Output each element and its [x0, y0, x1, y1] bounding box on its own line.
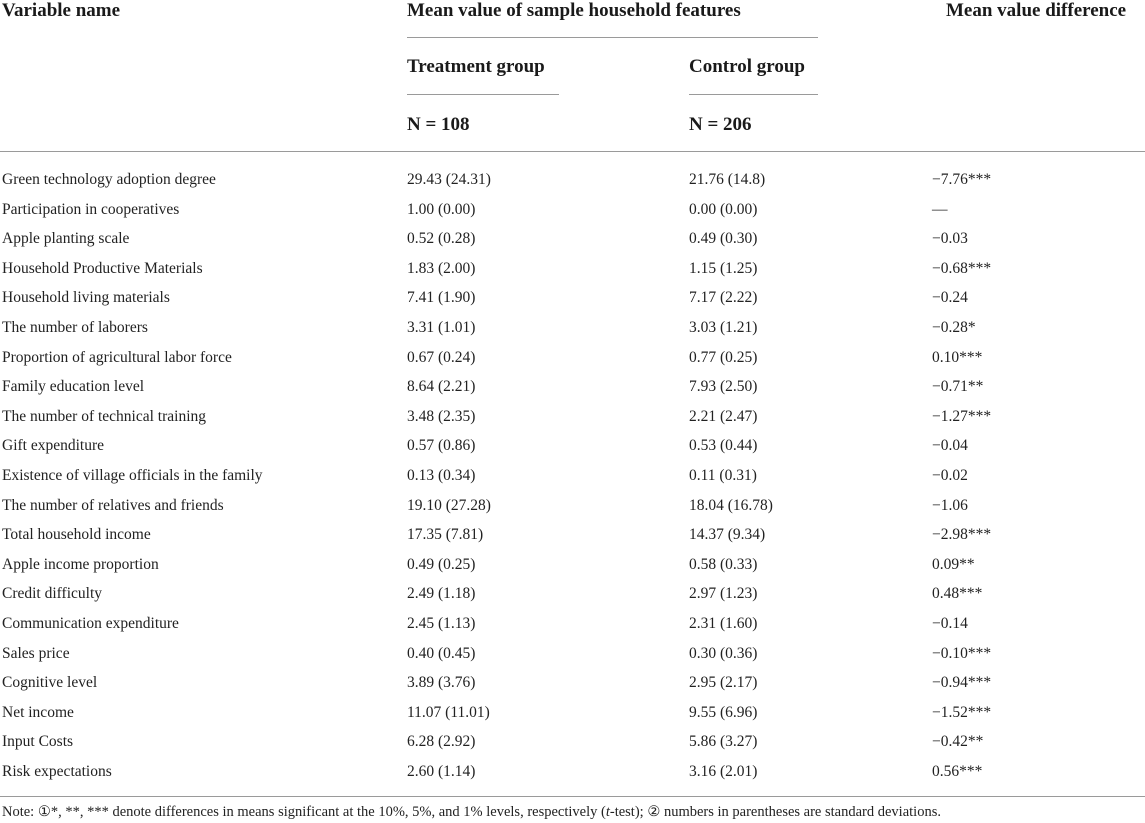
cell-difference: −0.14 [932, 614, 968, 632]
cell-treatment: 0.40 (0.45) [407, 644, 476, 662]
cell-difference: 0.56*** [932, 762, 983, 780]
table-row [0, 579, 1145, 609]
cell-variable: Apple planting scale [2, 230, 130, 248]
cell-control: 18.04 (16.78) [689, 496, 773, 514]
cell-treatment: 0.13 (0.34) [407, 466, 476, 484]
cell-difference: −0.94*** [932, 674, 992, 692]
header-mean-difference: Mean value difference [946, 0, 1127, 21]
cell-treatment: 7.41 (1.90) [407, 289, 476, 307]
cell-variable: Risk expectations [2, 762, 112, 780]
cell-control: 0.77 (0.25) [689, 348, 758, 366]
cell-control: 3.16 (2.01) [689, 762, 758, 780]
note-prefix: Note: ①*, **, *** denote differences in means significant at the 10%, 5%, and 1% levels, respectively ( [2, 804, 606, 820]
header-variable-name: Variable name [2, 0, 121, 21]
cell-control: 14.37 (9.34) [689, 526, 766, 544]
cell-treatment: 3.31 (1.01) [407, 318, 476, 336]
table-row [0, 520, 1145, 550]
cell-control: 2.97 (1.23) [689, 585, 758, 603]
cell-variable: Input Costs [2, 733, 74, 751]
header-mean-value-title: Mean value of sample household features [407, 0, 741, 21]
table-row [0, 372, 1145, 402]
cell-difference: −1.06 [932, 496, 968, 514]
cell-control: 0.30 (0.36) [689, 644, 758, 662]
table-row [0, 550, 1145, 580]
cell-treatment: 17.35 (7.81) [407, 526, 484, 544]
header-span-rule [407, 37, 818, 38]
cell-treatment: 3.48 (2.35) [407, 407, 476, 425]
cell-variable: Communication expenditure [2, 614, 179, 632]
cell-difference: −0.28* [932, 318, 976, 336]
cell-control: 0.00 (0.00) [689, 200, 758, 218]
table-row [0, 224, 1145, 254]
table-row [0, 639, 1145, 669]
table-row [0, 431, 1145, 461]
table-note [2, 803, 941, 821]
table-row [0, 757, 1145, 787]
cell-difference: −0.42** [932, 733, 984, 751]
cell-control: 5.86 (3.27) [689, 733, 758, 751]
cell-variable: Household living materials [2, 289, 170, 307]
cell-difference: −2.98*** [932, 526, 992, 544]
cell-treatment: 11.07 (11.01) [407, 703, 490, 721]
cell-variable: The number of laborers [2, 318, 148, 336]
cell-difference: 0.09** [932, 555, 975, 573]
cell-variable: Credit difficulty [2, 585, 103, 603]
cell-control: 7.93 (2.50) [689, 378, 758, 396]
cell-treatment: 1.00 (0.00) [407, 200, 476, 218]
cell-difference: −1.52*** [932, 703, 992, 721]
table-row [0, 165, 1145, 195]
cell-variable: Total household income [2, 526, 151, 544]
note-suffix: -test); ② numbers in parentheses are standard deviations. [609, 804, 941, 820]
table-row [0, 195, 1145, 225]
cell-treatment: 6.28 (2.92) [407, 733, 476, 751]
table-row [0, 727, 1145, 757]
cell-difference: −0.24 [932, 289, 968, 307]
table-row [0, 313, 1145, 343]
table-row [0, 343, 1145, 373]
cell-variable: Sales price [2, 644, 70, 662]
cell-treatment: 0.67 (0.24) [407, 348, 476, 366]
cell-control: 2.31 (1.60) [689, 614, 758, 632]
table-row [0, 283, 1145, 313]
cell-control: 9.55 (6.96) [689, 703, 758, 721]
cell-difference: 0.48*** [932, 585, 983, 603]
cell-control: 21.76 (14.8) [689, 171, 766, 188]
cell-control: 0.58 (0.33) [689, 555, 758, 573]
cell-treatment: 8.64 (2.21) [407, 378, 476, 396]
cell-variable: Gift expenditure [2, 437, 105, 455]
cell-difference: 0.10*** [932, 348, 983, 366]
cell-variable: Cognitive level [2, 674, 98, 692]
header-control-n: N = 206 [689, 114, 752, 135]
cell-variable: Household Productive Materials [2, 259, 203, 277]
table-row [0, 668, 1145, 698]
cell-variable: Family education level [2, 378, 145, 396]
cell-treatment: 0.49 (0.25) [407, 555, 476, 573]
cell-variable: Net income [2, 703, 74, 721]
table-row [0, 698, 1145, 728]
cell-difference: −0.10*** [932, 644, 992, 662]
cell-variable: Green technology adoption degree [2, 171, 216, 188]
cell-control: 0.53 (0.44) [689, 437, 758, 455]
cell-variable: Apple income proportion [2, 555, 159, 573]
cell-variable: Proportion of agricultural labor force [2, 348, 232, 366]
cell-control: 7.17 (2.22) [689, 289, 758, 307]
header-bottom-rule [0, 151, 1145, 152]
table-row [0, 609, 1145, 639]
table-row [0, 461, 1145, 491]
cell-difference: −0.04 [932, 437, 968, 455]
cell-treatment: 2.49 (1.18) [407, 585, 476, 603]
cell-treatment: 2.45 (1.13) [407, 614, 476, 632]
cell-treatment: 0.57 (0.86) [407, 437, 476, 455]
cell-control: 0.11 (0.31) [689, 466, 757, 484]
cell-difference: −0.68*** [932, 259, 992, 277]
cell-treatment: 19.10 (27.28) [407, 496, 491, 514]
cell-difference: −0.71** [932, 378, 984, 396]
cell-variable: Existence of village officials in the family [2, 466, 263, 484]
cell-treatment: 29.43 (24.31) [407, 171, 491, 188]
cell-treatment: 3.89 (3.76) [407, 674, 476, 692]
table-body [0, 165, 1145, 786]
cell-difference: −0.02 [932, 466, 968, 484]
header-treatment-n: N = 108 [407, 114, 470, 135]
cell-control: 2.95 (2.17) [689, 674, 758, 692]
cell-treatment: 1.83 (2.00) [407, 259, 476, 277]
cell-difference: −1.27*** [932, 407, 992, 425]
treatment-underline [407, 94, 559, 95]
control-underline [689, 94, 818, 95]
cell-treatment: 0.52 (0.28) [407, 230, 476, 248]
cell-control: 0.49 (0.30) [689, 230, 758, 248]
table-bottom-rule [0, 796, 1145, 797]
header-control-group: Control group [689, 56, 805, 77]
note-t-letter: t [605, 804, 610, 820]
table-row [0, 491, 1145, 521]
cell-treatment: 2.60 (1.14) [407, 762, 476, 780]
cell-control: 3.03 (1.21) [689, 318, 758, 336]
cell-control: 2.21 (2.47) [689, 407, 758, 425]
cell-difference: −7.76*** [932, 171, 992, 188]
cell-control: 1.15 (1.25) [689, 259, 758, 277]
table-row [0, 254, 1145, 284]
cell-variable: Participation in cooperatives [2, 200, 180, 218]
cell-variable: The number of technical training [2, 407, 207, 425]
cell-difference: — [932, 200, 948, 218]
cell-variable: The number of relatives and friends [2, 496, 224, 514]
header-treatment-group: Treatment group [407, 56, 545, 77]
cell-difference: −0.03 [932, 230, 968, 248]
table-row [0, 402, 1145, 432]
